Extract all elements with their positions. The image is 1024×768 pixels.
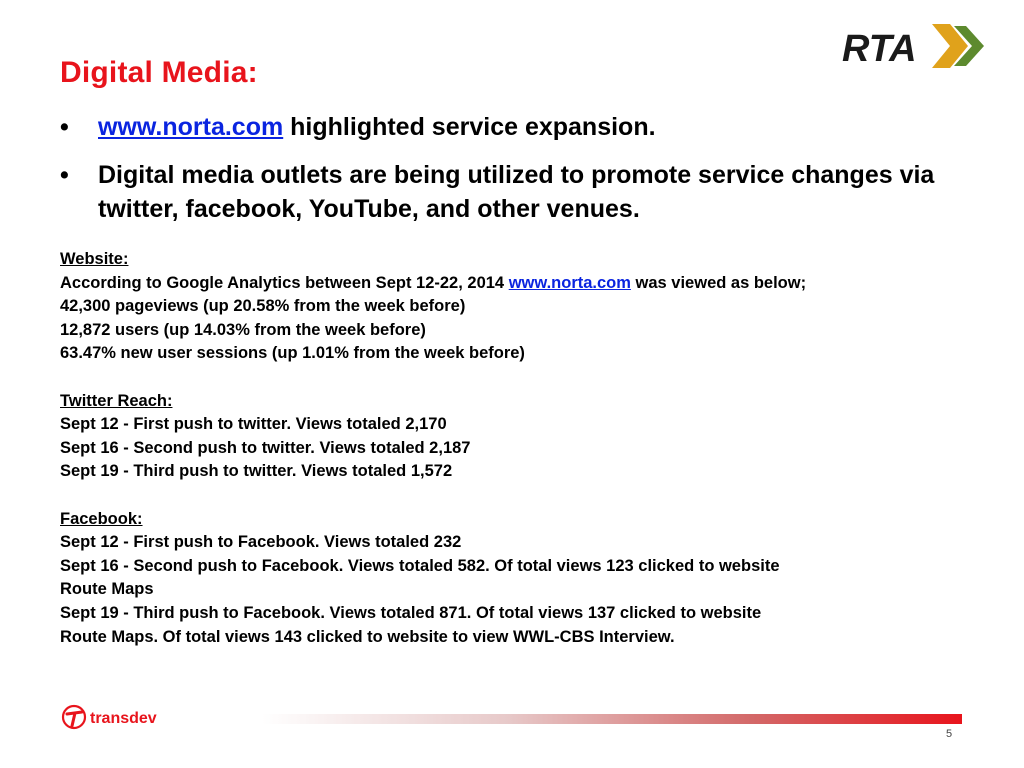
- website-stat-line: 12,872 users (up 14.03% from the week before): [60, 320, 426, 339]
- facebook-line: Sept 12 - First push to Facebook. Views totaled 232: [60, 533, 462, 552]
- bullet-marker: •: [60, 161, 69, 189]
- website-stat-line: 42,300 pageviews (up 20.58% from the week before): [60, 297, 466, 316]
- facebook-line: Route Maps. Of total views 143 clicked to website to view WWL-CBS Interview.: [60, 627, 675, 646]
- slide-title: Digital Media:: [60, 56, 258, 89]
- bullet-marker: •: [60, 113, 69, 141]
- website-intro: [60, 272, 990, 296]
- website-stat-line: 63.47% new user sessions (up 1.01% from the week before): [60, 344, 525, 363]
- bullet-item: [60, 158, 980, 226]
- facebook-line: Sept 19 - Third push to Facebook. Views totaled 871. Of total views 137 clicked to website: [60, 603, 762, 622]
- facebook-heading: Facebook:: [60, 509, 143, 528]
- transdev-figure-icon: [67, 712, 82, 726]
- transdev-logo: [60, 702, 170, 732]
- transdev-logo-text: transdev: [90, 710, 157, 727]
- rta-logo: [840, 20, 990, 72]
- website-heading: Website:: [60, 250, 129, 268]
- facebook-line: Route Maps: [60, 580, 154, 599]
- website-intro-text-end: was viewed as below;: [630, 273, 807, 292]
- twitter-line: Sept 19 - Third push to twitter. Views totaled 1,572: [60, 462, 453, 481]
- twitter-heading: Twitter Reach:: [60, 391, 173, 410]
- bullet-text: Digital media outlets are being utilized to promote service changes via twitter, facebook, YouTube, and other venues.: [98, 161, 935, 223]
- bullet-text: highlighted service expansion.: [283, 113, 656, 141]
- page-number: 5: [946, 728, 953, 740]
- rta-logo-text: RTA: [842, 28, 917, 70]
- bullet-item: [60, 110, 980, 144]
- twitter-line: Sept 16 - Second push to twitter. Views totaled 2,187: [60, 438, 471, 457]
- website-intro-text: According to Google Analytics between Sept 12-22, 2014: [60, 273, 509, 292]
- norta-inline-link[interactable]: www.norta.com: [508, 273, 631, 292]
- norta-link[interactable]: www.norta.com: [98, 113, 284, 141]
- twitter-line: Sept 12 - First push to twitter. Views totaled 2,170: [60, 415, 447, 434]
- facebook-line: Sept 16 - Second push to Facebook. Views totaled 582. Of total views 123 clicked to website: [60, 556, 780, 575]
- analytics-body: [60, 248, 990, 649]
- bullet-list: [60, 110, 980, 240]
- footer-gradient-bar: [262, 714, 962, 724]
